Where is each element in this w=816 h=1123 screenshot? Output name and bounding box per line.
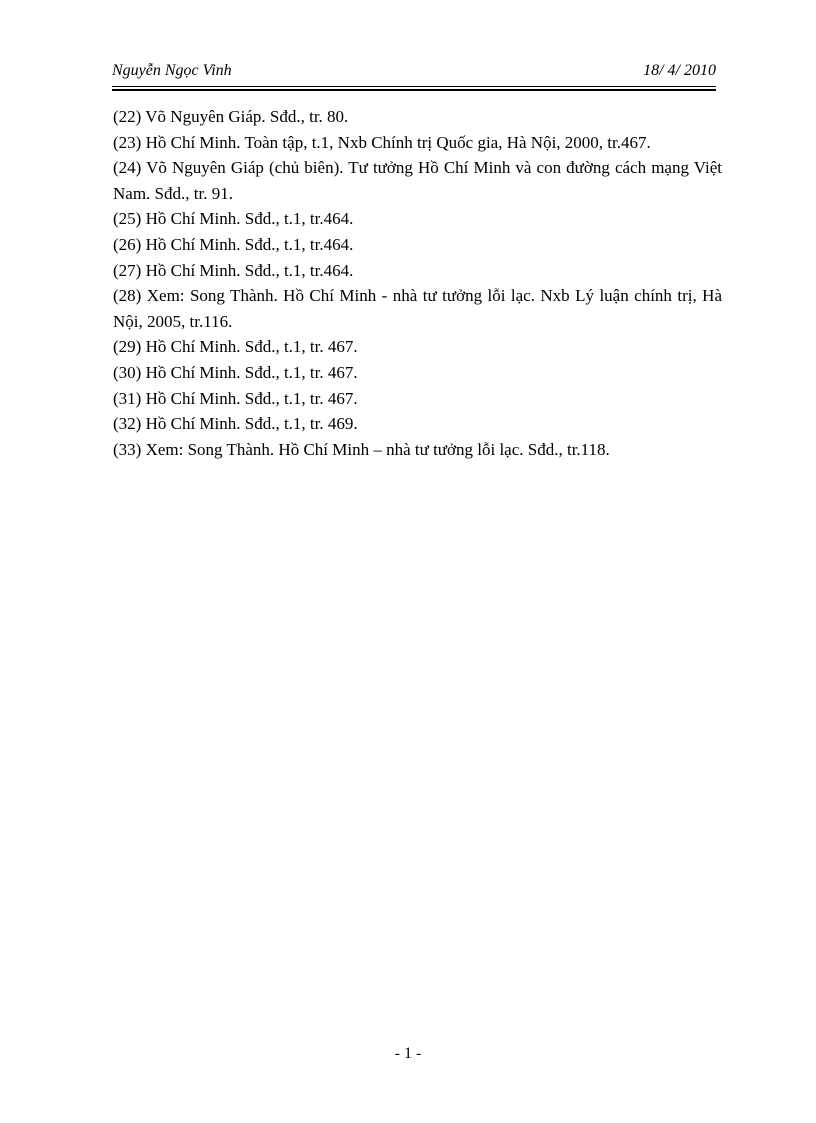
reference-item: (32) Hồ Chí Minh. Sđd., t.1, tr. 469. (113, 414, 358, 434)
page-header (112, 62, 716, 84)
header-date: 18/ 4/ 2010 (643, 62, 716, 79)
header-rule-thick (112, 89, 716, 91)
header-author: Nguyễn Ngọc Vinh (112, 62, 232, 79)
reference-item: (33) Xem: Song Thành. Hồ Chí Minh – nhà tư tưởng lỗi lạc. Sđd., tr.118. (113, 439, 610, 459)
reference-item: (30) Hồ Chí Minh. Sđd., t.1, tr. 467. (113, 362, 358, 382)
reference-item: (29) Hồ Chí Minh. Sđd., t.1, tr. 467. (113, 337, 358, 357)
reference-item: (26) Hồ Chí Minh. Sđd., t.1, tr.464. (113, 234, 354, 254)
reference-list (113, 104, 722, 462)
reference-item: (25) Hồ Chí Minh. Sđd., t.1, tr.464. (113, 209, 354, 229)
page-number: - 1 - (394, 1045, 422, 1062)
reference-item: (31) Hồ Chí Minh. Sđd., t.1, tr. 467. (113, 388, 358, 408)
header-rule-thin (112, 86, 716, 87)
reference-item: (23) Hồ Chí Minh. Toàn tập, t.1, Nxb Chính trị Quốc gia, Hà Nội, 2000, tr.467. (113, 132, 651, 152)
reference-item: (24) Võ Nguyên Giáp (chủ biên). Tư tưởng Hồ Chí Minh và con đường cách mạng Việt Nam. Sđd., tr. 91. (113, 158, 722, 203)
reference-item: (27) Hồ Chí Minh. Sđd., t.1, tr.464. (113, 260, 354, 280)
reference-item: (22) Võ Nguyên Giáp. Sđd., tr. 80. (113, 107, 349, 126)
reference-item: (28) Xem: Song Thành. Hồ Chí Minh - nhà tư tưởng lỗi lạc. Nxb Lý luận chính trị, Hà Nội, 2005, tr.116. (113, 286, 722, 331)
